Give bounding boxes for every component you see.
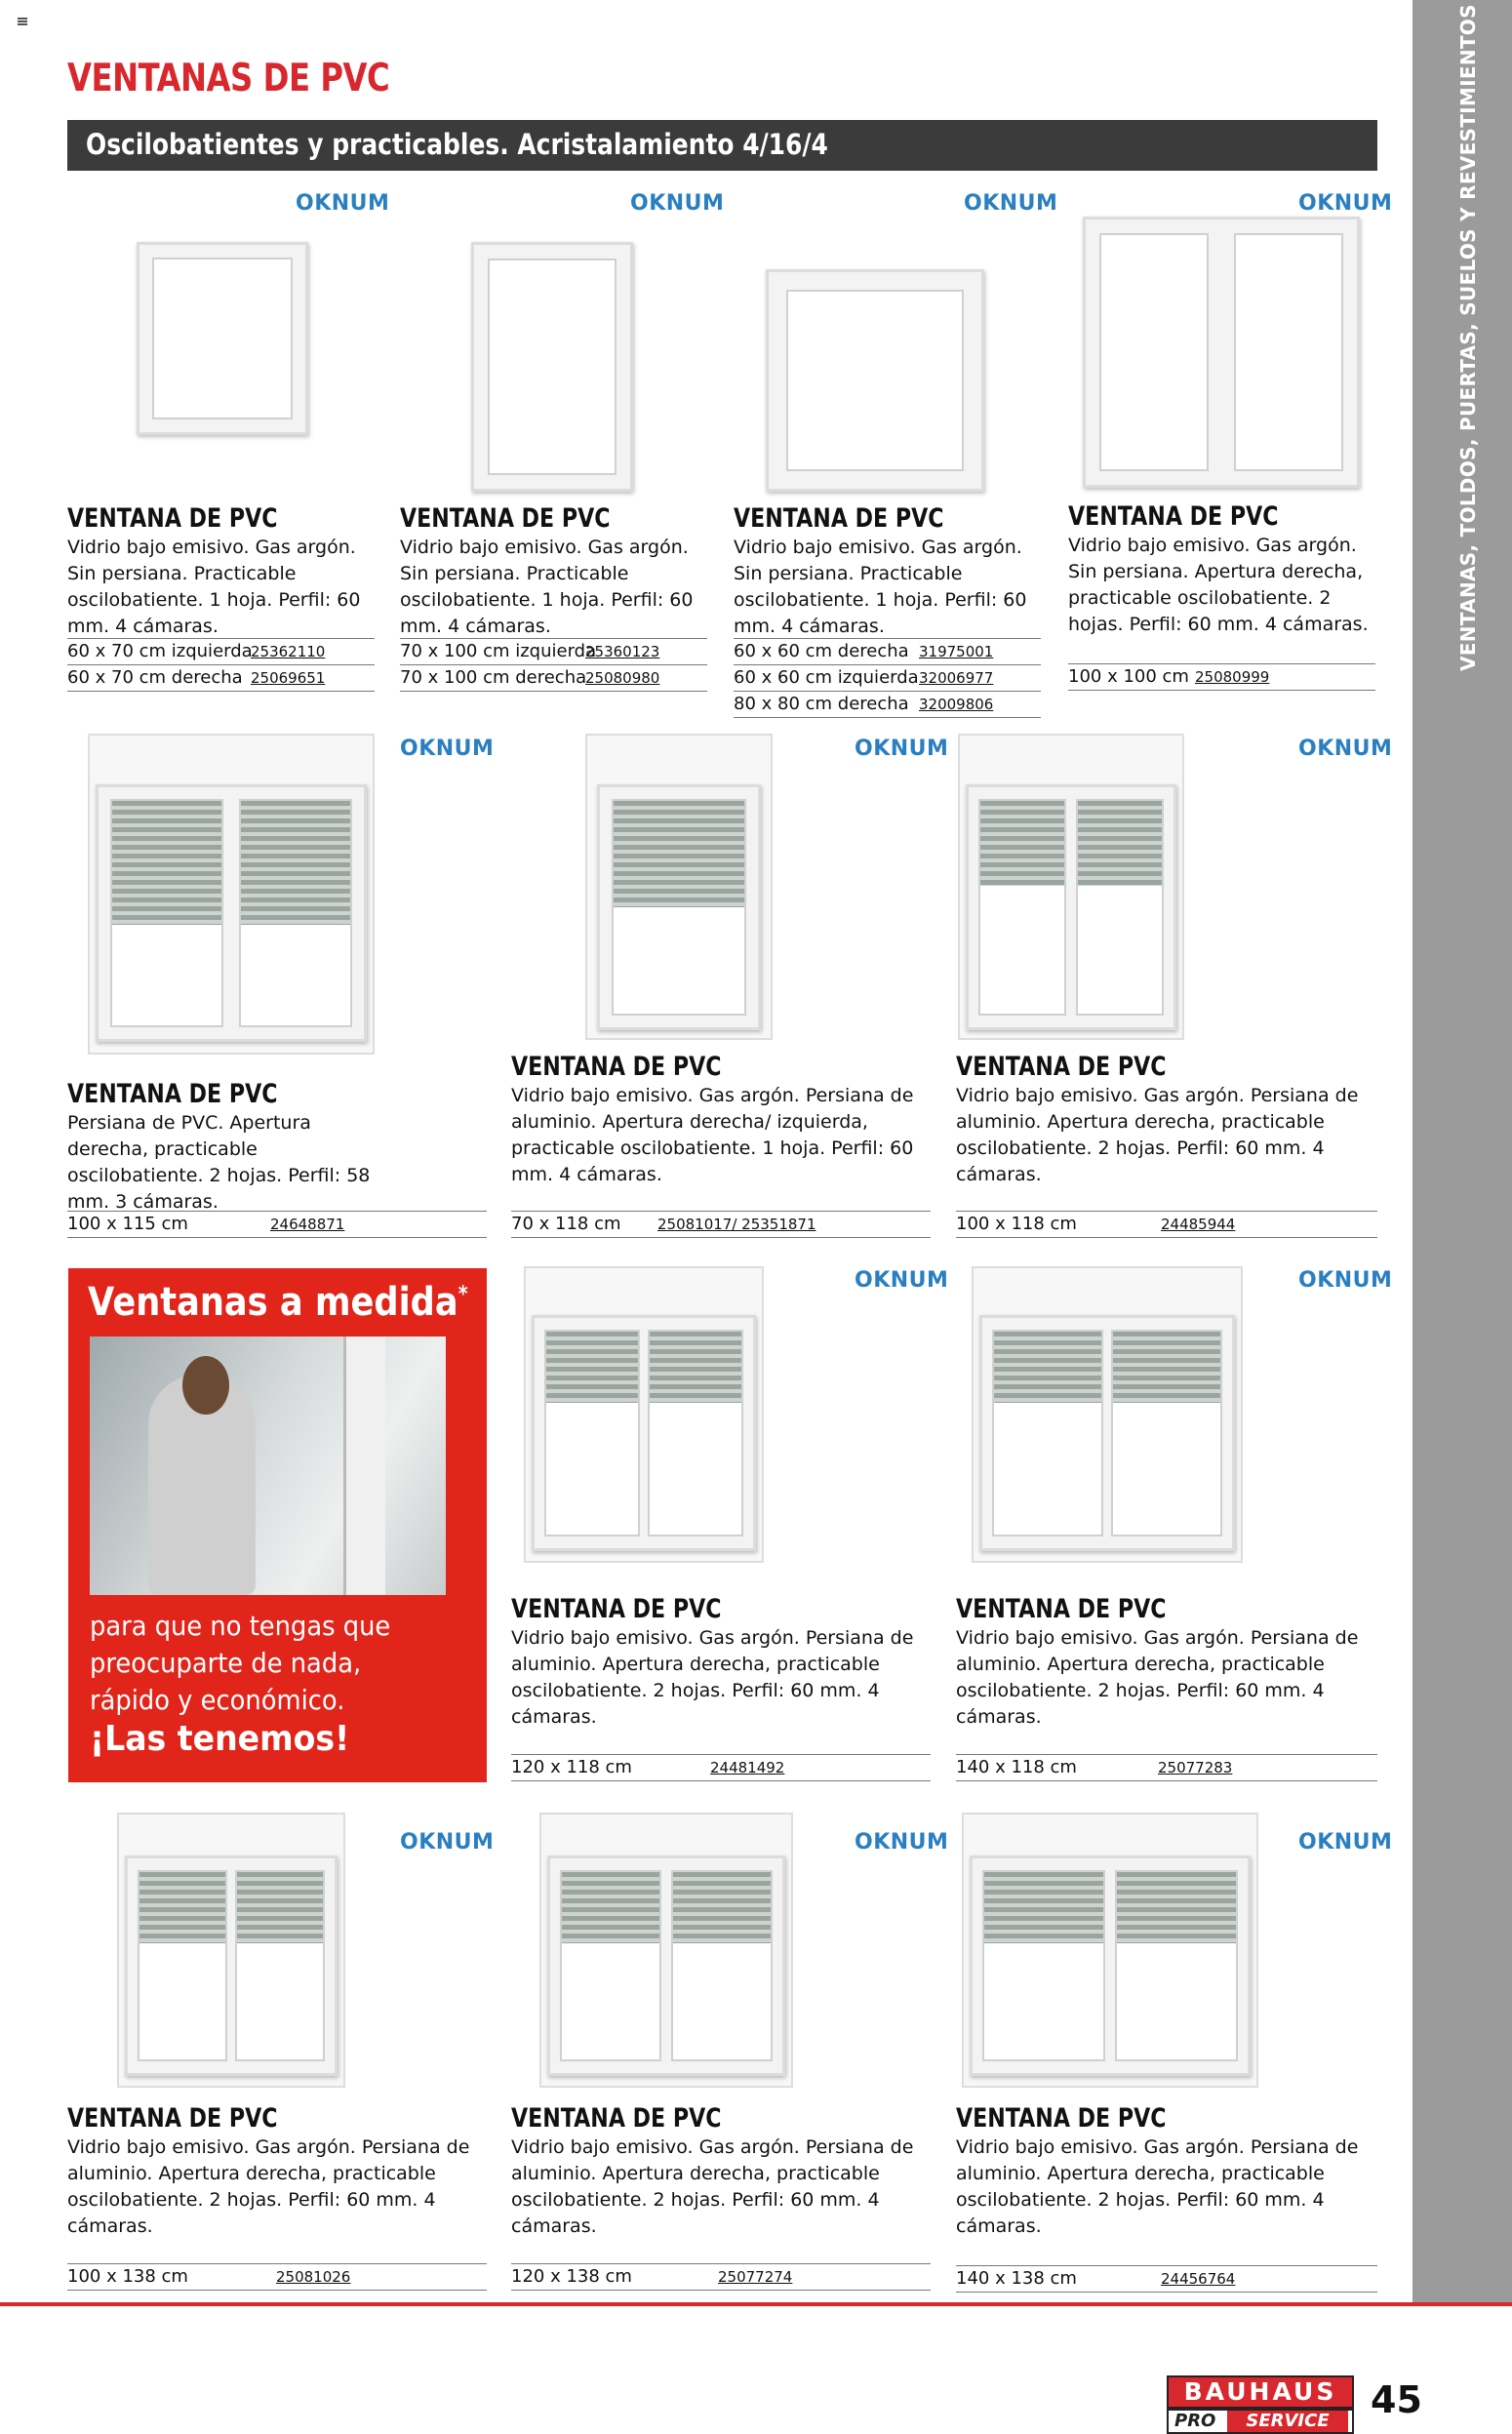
product-desc-6: Vidrio bajo emisivo. Gas argón. Persiana de aluminio. Apertura derecha/ izquierda, practicable oscilobatiente. 1 hoja. Perfil: 60 mm. 4 cámaras. bbox=[511, 1085, 914, 1185]
product-name-7: VENTANA DE PVC bbox=[956, 1052, 1167, 1082]
spec-row: 70 x 100 cm izquierda 25360123 bbox=[400, 639, 707, 665]
spec-table-4 bbox=[1068, 663, 1375, 691]
brand-logo-12: OKNUM bbox=[1298, 1830, 1393, 1855]
spec-row: 70 x 118 cm 25081017/ 25351871 bbox=[511, 1212, 931, 1238]
product-desc-1: Vidrio bajo emisivo. Gas argón. Sin persiana. Practicable oscilobatiente. 1 hoja. Perfil: 60 mm. 4 cámaras. bbox=[67, 537, 361, 637]
window-image-2 bbox=[471, 242, 633, 492]
footer-divider bbox=[0, 2302, 1512, 2306]
spec-row: 120 x 138 cm 25077274 bbox=[511, 2264, 931, 2291]
spec-row: 100 x 100 cm 25080999 bbox=[1068, 664, 1375, 691]
promo-tagline: ¡Las tenemos! bbox=[90, 1719, 350, 1759]
logo-top: BAUHAUS bbox=[1167, 2375, 1354, 2409]
brand-logo-2: OKNUM bbox=[630, 191, 725, 216]
product-name-1: VENTANA DE PVC bbox=[67, 503, 278, 534]
window-image-6 bbox=[585, 734, 773, 1040]
side-tab-text: VENTANAS, TOLDOS, PUERTAS, SUELOS Y REVESTIMIENTOS bbox=[1456, 4, 1480, 671]
product-name-10: VENTANA DE PVC bbox=[67, 2103, 278, 2134]
logo-bottom: PRO SERVICE bbox=[1167, 2409, 1354, 2434]
window-image-11 bbox=[539, 1813, 793, 2088]
promo-photo bbox=[90, 1337, 446, 1595]
spec-table-6 bbox=[511, 1211, 931, 1238]
spec-row: 140 x 118 cm 25077283 bbox=[956, 1755, 1377, 1781]
spec-table-9 bbox=[956, 1754, 1377, 1781]
spec-row: 70 x 100 cm derecha 25080980 bbox=[400, 665, 707, 692]
spec-table-10 bbox=[67, 2263, 487, 2291]
window-image-3 bbox=[766, 269, 984, 492]
product-name-9: VENTANA DE PVC bbox=[956, 1594, 1167, 1624]
spec-table-8 bbox=[511, 1754, 931, 1781]
product-name-6: VENTANA DE PVC bbox=[511, 1052, 722, 1082]
promo-line-1: para que no tengas que bbox=[90, 1610, 391, 1642]
side-tab bbox=[1413, 0, 1512, 2302]
spec-row: 120 x 118 cm 24481492 bbox=[511, 1755, 931, 1781]
brand-logo-5: OKNUM bbox=[400, 737, 495, 761]
product-desc-7: Vidrio bajo emisivo. Gas argón. Persiana de aluminio. Apertura derecha, practicable oscilobatiente. 2 hojas. Perfil: 60 mm. 4 cámaras. bbox=[956, 1085, 1359, 1185]
menu-icon[interactable] bbox=[18, 18, 27, 25]
brand-logo-4: OKNUM bbox=[1298, 191, 1393, 216]
window-image-8 bbox=[524, 1266, 764, 1563]
spec-row: 100 x 138 cm 25081026 bbox=[67, 2264, 487, 2291]
spec-table-7 bbox=[956, 1211, 1377, 1238]
window-image-4 bbox=[1083, 217, 1360, 488]
promo-title: Ventanas a medida* bbox=[88, 1280, 468, 1325]
brand-logo-9: OKNUM bbox=[1298, 1268, 1393, 1293]
spec-row: 100 x 115 cm 24648871 bbox=[67, 1212, 487, 1238]
spec-row: 60 x 60 cm derecha 31975001 bbox=[734, 639, 1041, 665]
promo-banner bbox=[68, 1268, 487, 1782]
brand-logo-1: OKNUM bbox=[296, 191, 390, 216]
spec-table-12 bbox=[956, 2265, 1377, 2293]
product-desc-9: Vidrio bajo emisivo. Gas argón. Persiana de aluminio. Apertura derecha, practicable oscilobatiente. 2 hojas. Perfil: 60 mm. 4 cámaras. bbox=[956, 1627, 1359, 1728]
subtitle-text: Oscilobatientes y practicables. Acristalamiento 4/16/4 bbox=[86, 128, 828, 161]
page-title: VENTANAS DE PVC bbox=[67, 57, 390, 100]
product-desc-3: Vidrio bajo emisivo. Gas argón. Sin persiana. Practicable oscilobatiente. 1 hoja. Perfil: 60 mm. 4 cámaras. bbox=[734, 537, 1027, 637]
page-number: 45 bbox=[1371, 2378, 1422, 2421]
window-image-10 bbox=[117, 1813, 345, 2088]
product-desc-11: Vidrio bajo emisivo. Gas argón. Persiana de aluminio. Apertura derecha, practicable oscilobatiente. 2 hojas. Perfil: 60 mm. 4 cámaras. bbox=[511, 2136, 914, 2237]
product-desc-8: Vidrio bajo emisivo. Gas argón. Persiana de aluminio. Apertura derecha, practicable oscilobatiente. 2 hojas. Perfil: 60 mm. 4 cámaras. bbox=[511, 1627, 914, 1728]
product-desc-4: Vidrio bajo emisivo. Gas argón. Sin persiana. Apertura derecha, practicable oscilobatiente. 2 hojas. Perfil: 60 mm. 4 cámaras. bbox=[1068, 535, 1369, 635]
product-name-12: VENTANA DE PVC bbox=[956, 2103, 1167, 2134]
brand-logo-6: OKNUM bbox=[855, 737, 949, 761]
spec-row: 100 x 118 cm 24485944 bbox=[956, 1212, 1377, 1238]
brand-logo-10: OKNUM bbox=[400, 1830, 495, 1855]
promo-line-2: preocuparte de nada, bbox=[90, 1647, 362, 1679]
promo-line-3: rápido y económico. bbox=[90, 1684, 345, 1716]
window-image-5 bbox=[88, 734, 375, 1055]
window-image-9 bbox=[972, 1266, 1243, 1563]
window-image-7 bbox=[958, 734, 1184, 1040]
product-desc-2: Vidrio bajo emisivo. Gas argón. Sin persiana. Practicable oscilobatiente. 1 hoja. Perfil: 60 mm. 4 cámaras. bbox=[400, 537, 694, 637]
spec-row: 60 x 60 cm izquierda 32006977 bbox=[734, 665, 1041, 692]
spec-row: 140 x 138 cm 24456764 bbox=[956, 2266, 1377, 2293]
spec-table-11 bbox=[511, 2263, 931, 2291]
brand-logo-8: OKNUM bbox=[855, 1268, 949, 1293]
product-desc-12: Vidrio bajo emisivo. Gas argón. Persiana de aluminio. Apertura derecha, practicable oscilobatiente. 2 hojas. Perfil: 60 mm. 4 cámaras. bbox=[956, 2136, 1359, 2237]
window-image-12 bbox=[962, 1813, 1258, 2088]
spec-table-3 bbox=[734, 638, 1041, 718]
spec-row: 80 x 80 cm derecha 32009806 bbox=[734, 692, 1041, 718]
product-name-5: VENTANA DE PVC bbox=[67, 1079, 278, 1109]
product-name-2: VENTANA DE PVC bbox=[400, 503, 611, 534]
spec-table-2 bbox=[400, 638, 707, 692]
subtitle-bar bbox=[67, 120, 1377, 171]
product-name-4: VENTANA DE PVC bbox=[1068, 501, 1279, 532]
product-name-3: VENTANA DE PVC bbox=[734, 503, 944, 534]
window-image-1 bbox=[137, 242, 308, 435]
product-desc-5: Persiana de PVC. Apertura derecha, practicable oscilobatiente. 2 hojas. Perfil: 58 mm. 3 cámaras. bbox=[67, 1112, 371, 1213]
bauhaus-logo bbox=[1167, 2375, 1352, 2432]
product-name-11: VENTANA DE PVC bbox=[511, 2103, 722, 2134]
brand-logo-11: OKNUM bbox=[855, 1830, 949, 1855]
spec-table-1 bbox=[67, 638, 375, 692]
product-desc-10: Vidrio bajo emisivo. Gas argón. Persiana de aluminio. Apertura derecha, practicable oscilobatiente. 2 hojas. Perfil: 60 mm. 4 cámaras. bbox=[67, 2136, 470, 2237]
product-name-8: VENTANA DE PVC bbox=[511, 1594, 722, 1624]
spec-row: 60 x 70 cm izquierda 25362110 bbox=[67, 639, 375, 665]
spec-table-5 bbox=[67, 1211, 487, 1238]
brand-logo-3: OKNUM bbox=[964, 191, 1058, 216]
spec-row: 60 x 70 cm derecha 25069651 bbox=[67, 665, 375, 692]
brand-logo-7: OKNUM bbox=[1298, 737, 1393, 761]
